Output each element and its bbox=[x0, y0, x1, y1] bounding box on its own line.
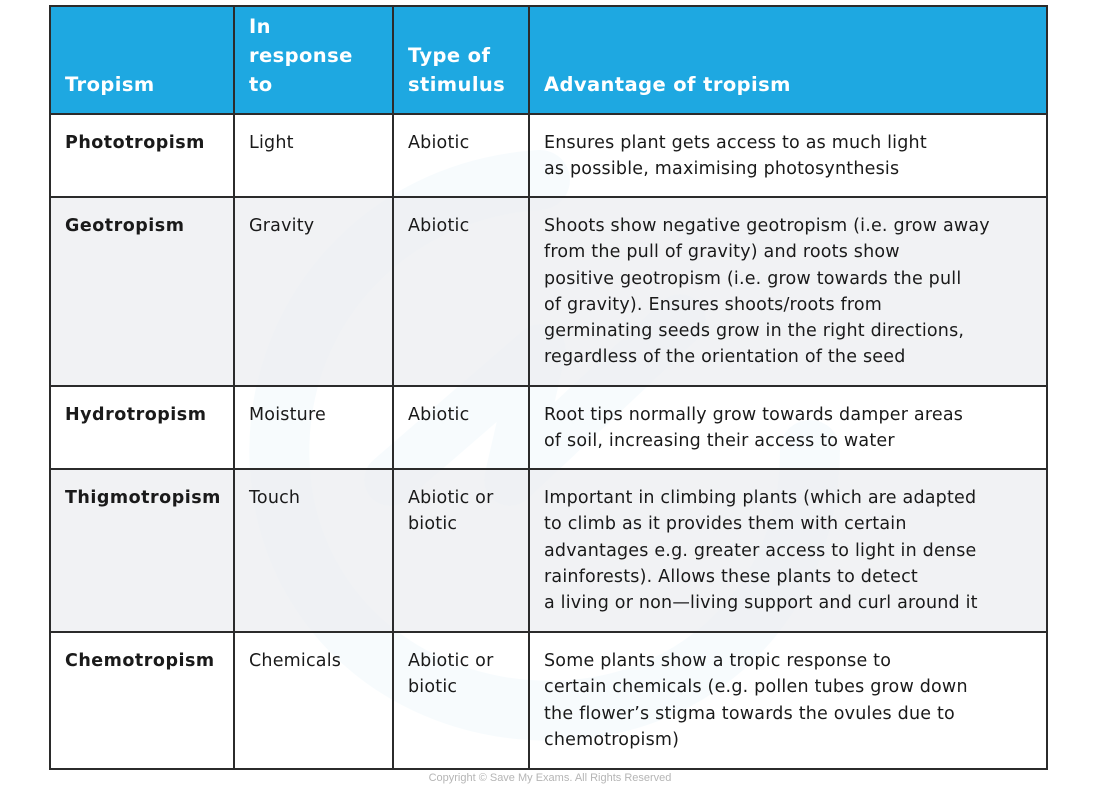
response-cell: Moisture bbox=[234, 386, 393, 469]
table-header-row bbox=[50, 6, 1047, 114]
response-cell: Chemicals bbox=[234, 632, 393, 769]
tropism-name-cell: Phototropism bbox=[50, 114, 234, 197]
advantage-cell: Shoots show negative geotropism (i.e. grow away from the pull of gravity) and roots show positive geotropism (i.e. grow towards the pull of gravity). Ensures shoots/roots from germinating seeds grow in the right directions, regardless of the orientation of the seed bbox=[529, 197, 1047, 386]
response-cell: Touch bbox=[234, 469, 393, 632]
table-body bbox=[50, 114, 1047, 769]
header-tropism: Tropism bbox=[50, 6, 234, 114]
header-type-of-stimulus: Type of stimulus bbox=[393, 6, 529, 114]
table-row bbox=[50, 197, 1047, 386]
copyright-text: Copyright © Save My Exams. All Rights Reserved bbox=[428, 772, 672, 784]
stimulus-cell: Abiotic bbox=[393, 197, 529, 386]
advantage-cell: Some plants show a tropic response to certain chemicals (e.g. pollen tubes grow down the flower’s stigma towards the ovules due to chemotropism) bbox=[529, 632, 1047, 769]
table-row bbox=[50, 469, 1047, 632]
table-row bbox=[50, 114, 1047, 197]
table-row bbox=[50, 386, 1047, 469]
stimulus-cell: Abiotic bbox=[393, 386, 529, 469]
advantage-cell: Root tips normally grow towards damper areas of soil, increasing their access to water bbox=[529, 386, 1047, 469]
advantage-cell: Ensures plant gets access to as much light as possible, maximising photosynthesis bbox=[529, 114, 1047, 197]
stimulus-cell: Abiotic bbox=[393, 114, 529, 197]
stimulus-cell: Abiotic or biotic bbox=[393, 469, 529, 632]
tropism-name-cell: Thigmotropism bbox=[50, 469, 234, 632]
tropism-name-cell: Chemotropism bbox=[50, 632, 234, 769]
response-cell: Gravity bbox=[234, 197, 393, 386]
header-advantage: Advantage of tropism bbox=[529, 6, 1047, 114]
response-cell: Light bbox=[234, 114, 393, 197]
header-in-response-to: In response to bbox=[234, 6, 393, 114]
advantage-cell: Important in climbing plants (which are adapted to climb as it provides them with certain advantages e.g. greater access to light in dense rainforests). Allows these plants to detect a living or non—living support and curl around it bbox=[529, 469, 1047, 632]
tropism-name-cell: Hydrotropism bbox=[50, 386, 234, 469]
tropism-name-cell: Geotropism bbox=[50, 197, 234, 386]
table-row bbox=[50, 632, 1047, 769]
tropism-table bbox=[49, 5, 1048, 770]
stimulus-cell: Abiotic or biotic bbox=[393, 632, 529, 769]
